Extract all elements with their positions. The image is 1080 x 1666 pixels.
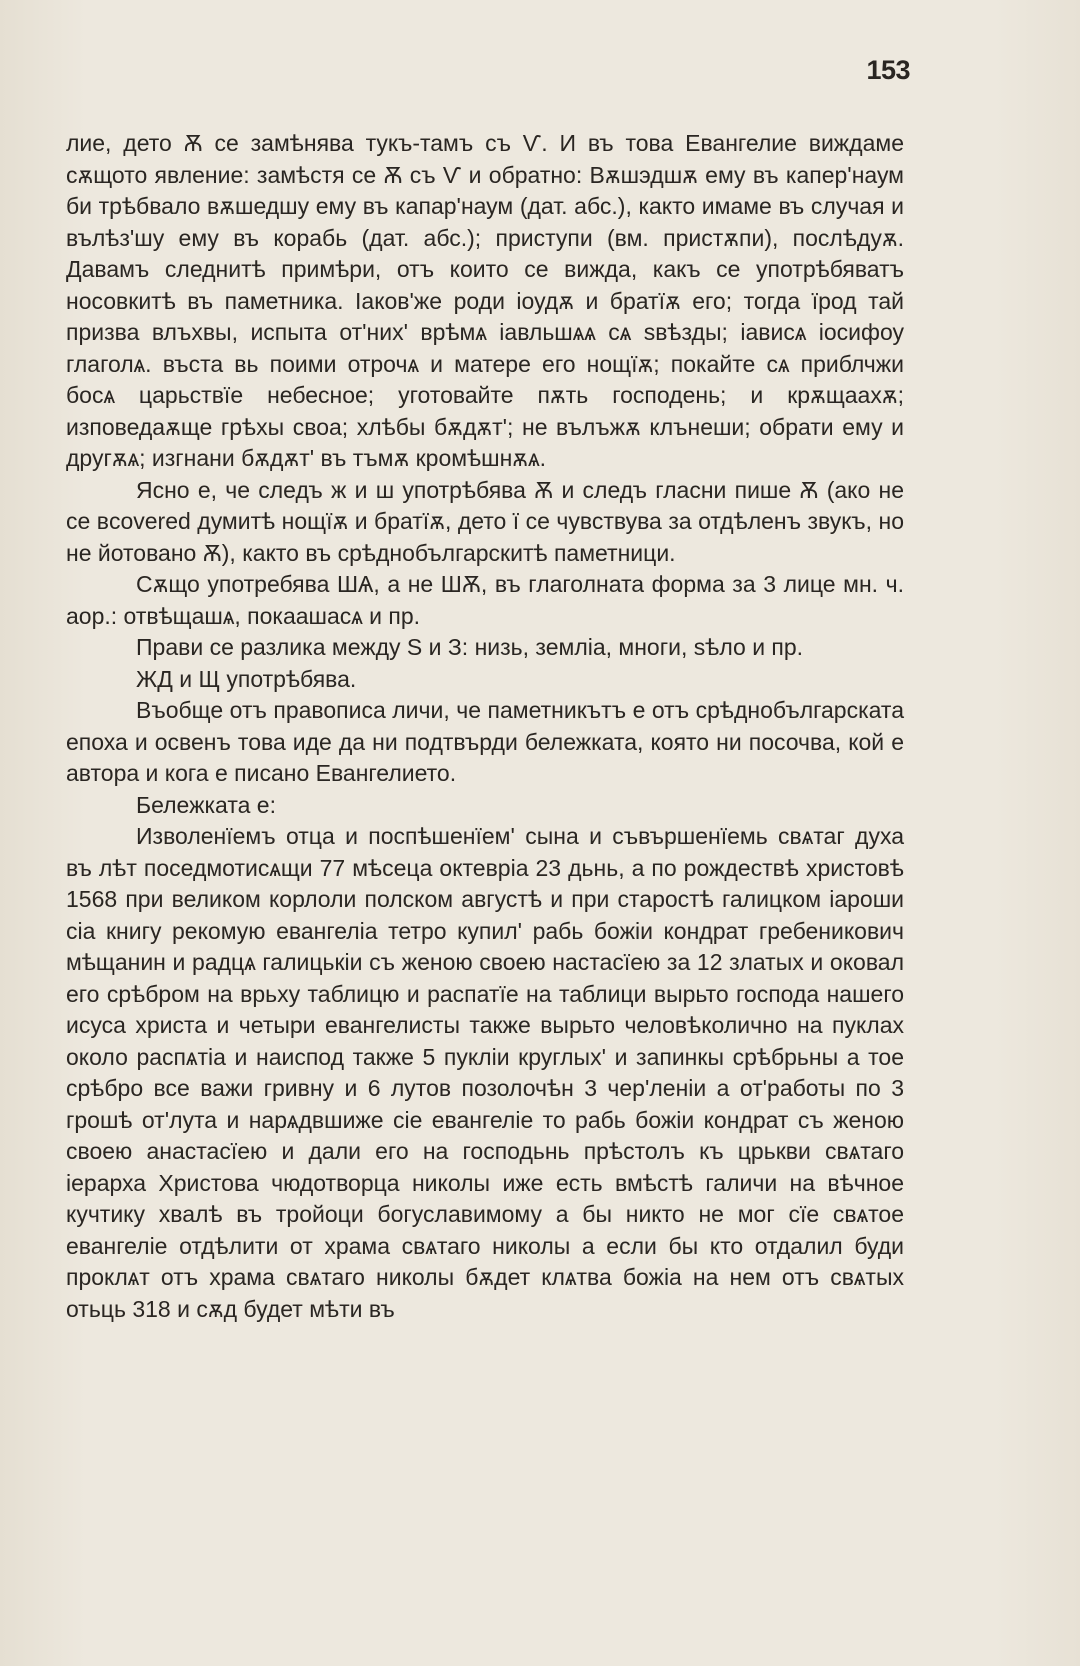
page-number: 153 <box>866 55 910 85</box>
page-body-text <box>66 128 904 1325</box>
paragraph-4: Прави се разлика между Ѕ и З: низь, земліа, многи, ѕѣло и пр. <box>136 634 804 660</box>
paragraph-8: Изволенїемъ отца и поспѣшенїем' сына и съвършенїемь свѧтаг духа въ лѣт поседмотисѧщи 77 мѣсеца октевріа 23 дьнь, а по рождествѣ христовѣ 1568 при великом корлоли полском августѣ и при старостѣ галицком іароши сіа книгу рекомую евангеліа тетро купил' рабь божіи кондрат гребеникович мѣщанин и радцѧ галицькіи съ женою своею настасїею за 12 златых и оковал его срѣбром на врьху таблицю и распатїе на таблици вырьто господа нашего исуса христа и четыри евангелисты также вырьто человѣколично на пуклах около распѧтіа и наиспод также 5 пукліи круглых' и запинкы срѣбрьны а тое срѣбро все важи гривну и 6 лутов позолочѣн 3 чер'леніи а от'работы по 3 грошѣ от'лута и нарѧдвшиже сіе евангеліе то рабь божіи кондрат съ женою своею анастасїею и дали его на господьнь прѣстолъ къ црькви свѧтаго іерарха Христова чюдотворца николы иже есть вмѣстѣ галичи на вѣчное кучтику хвалѣ въ тройоци богуславимому а бы никто не мог сїе свѧтое евангеліе отдѣлити от храма свѧтаго николы а если бы кто отдалил буди проклѧт отъ храма свѧтаго николы бѫдет клѧтва божіа на нем отъ свѧтых отьць 318 и сѫд будет мѣти въ <box>66 823 904 1322</box>
paragraph-7: Бележката е: <box>136 791 276 818</box>
paragraph-2: Ясно е, че следъ ж и ш употрѣбява Ѫ и следъ гласни пише Ѫ (ако не се вcovered думитѣ нощїѫ и братїѫ, дето ї се чувствува за отдѣленъ звукъ, но не йотовано Ѫ), както въ срѣднобългарскитѣ паметници. <box>66 476 904 566</box>
paragraph-3: Сѫщо употребява ШѦ, а не ШѪ, въ глаголната форма за 3 лице мн. ч. аор.: отвѣщашѧ, покаашасѧ и пр. <box>66 571 904 629</box>
paragraph-6: Въобще отъ правописа личи, че паметникътъ е отъ срѣднобългарската епоха и освенъ това иде да ни подтвърди бележката, която ни посочва, кой е автора и кога е писано Евангелието. <box>66 697 904 786</box>
paragraph-1: лие, дето Ѫ се замѣнява тукъ-тамъ съ Ѵ. И въ това Евангелие виждаме сѫщото явление: замѣстя се Ѫ съ Ѵ и обратно: Вѫшэдшѫ ему въ капер'наум би трѣбвало вѫшедшу ему въ капар'наум (дат. абс.), както имаме въ случая и вълѣз'шу ему въ корабь (дат. абс.); приступи (вм. пристѫпи), послѣдуѫ. Давамъ следнитѣ примѣри, отъ които се вижда, какъ се употрѣбяватъ носовкитѣ въ паметника. Іаков'же роди іоудѫ и братїѫ его; тогда їрод тай призва влъхвы, испыта от'них' врѣмѧ іавльшѧѧ сѧ ѕвѣзды; іависѧ іосифоу глаголѧ. въста вь поими отрочѧ и матере его нощїѫ; покайте сѧ приблчжи босѧ царьствїе небесное; уготовайте пѫть господень; и крѫщаахѫ; изповедаѫще грѣхы своа; хлѣбы бѫдѫт'; не вълъжѫ клънеши; обрати ему и другѫѧ; изгнани бѫдѫт' въ тъмѫ кромѣшнѫѧ. <box>66 130 904 471</box>
paragraph-5: ЖД и Щ употрѣбява. <box>136 665 357 692</box>
